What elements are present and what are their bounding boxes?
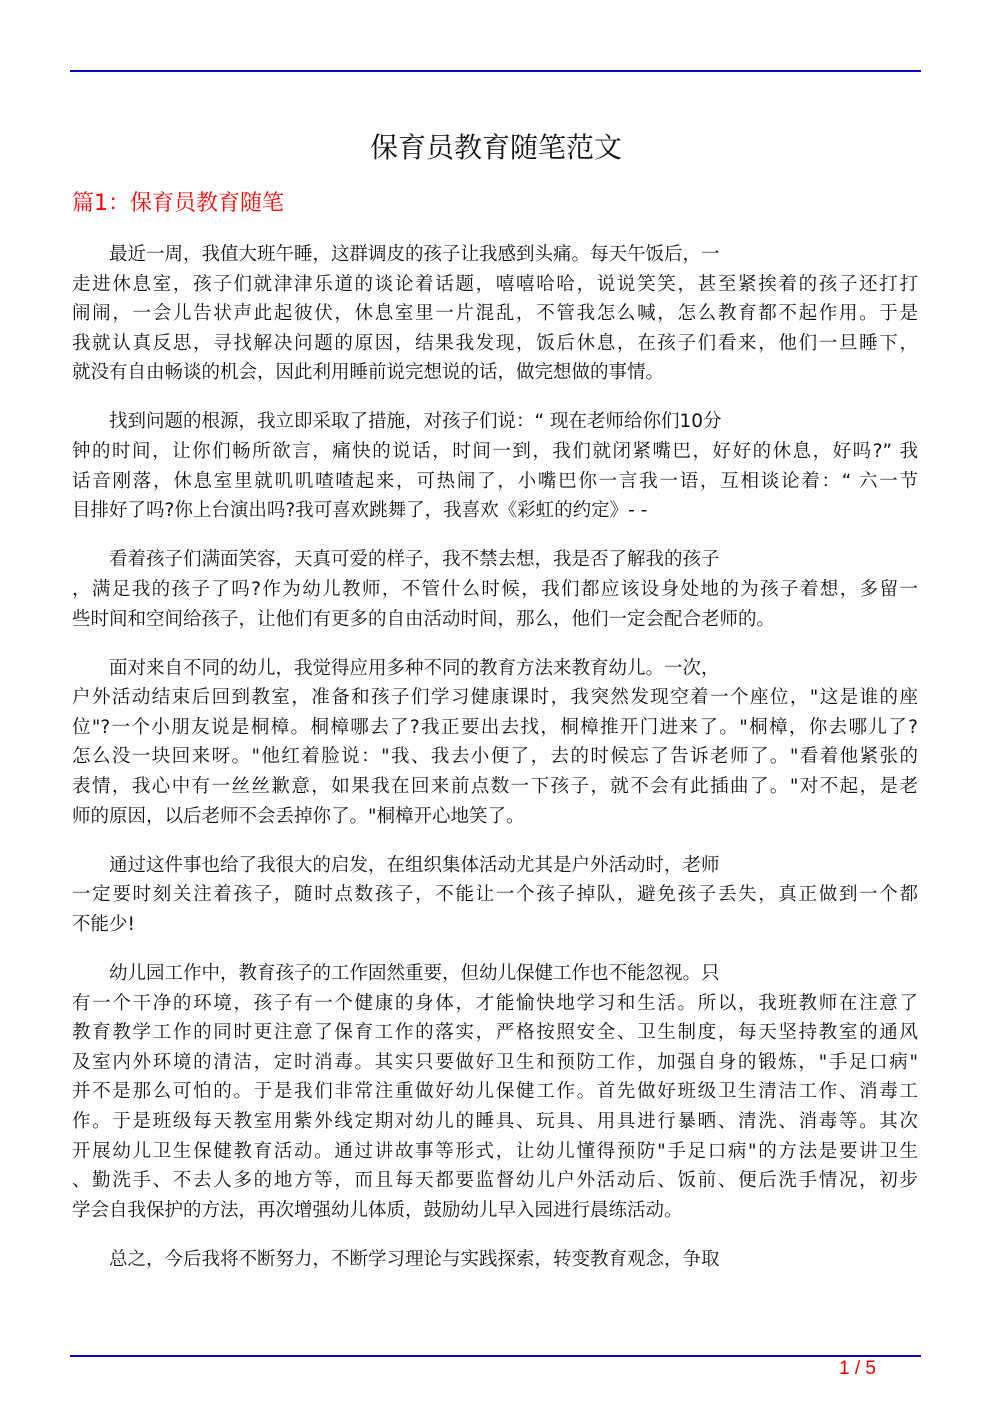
text-line: 最近一周，我值大班午睡，这群调皮的孩子让我感到头痛。每天午饭后，一 — [109, 244, 720, 265]
paragraph — [72, 959, 918, 1225]
paragraph — [72, 240, 918, 388]
text-line: 面对来自不同的幼儿，我觉得应用多种不同的教育方法来教育幼儿。一次， — [109, 657, 720, 679]
text-line: 找到问题的根源，我立即采取了措施，对孩子们说：“ 现在老师给你们10分 — [109, 411, 722, 433]
text-line: 开展幼儿卫生保健教育活动。通过讲故事等形式，让幼儿懂得预防"手足口病"的方法是要讲卫生 — [72, 1140, 918, 1162]
page-number: 1 / 5 — [839, 1358, 876, 1379]
text-line: 师的原因，以后老师不会丢掉你了。"桐樟开心地笑了。 — [72, 805, 525, 827]
text-line: 户外活动结束后回到教室，准备和孩子们学习健康课时，我突然发现空着一个座位，"这是谁的座 — [72, 687, 918, 709]
paragraph — [72, 654, 918, 832]
text-line: 目排好了吗?你上台演出吗?我可喜欢跳舞了，我喜欢《彩虹的约定》- - — [72, 500, 648, 522]
text-line: 总之，今后我将不断努力，不断学习理论与实践探索，转变教育观念，争取 — [109, 1248, 720, 1270]
text-line: 、勤洗手、不去人多的地方等，而且每天都要监督幼儿户外活动后、饭前、便后洗手情况，初步 — [72, 1170, 918, 1192]
paragraph — [72, 545, 918, 634]
text-line: 些时间和空间给孩子，让他们有更多的自由活动时间，那么，他们一定会配合老师的。 — [72, 608, 776, 630]
text-line: 闹闹，一会儿告状声此起彼伏，休息室里一片混乱，不管我怎么喊，怎么教育都不起作用。于是 — [72, 303, 918, 325]
text-line: ，满足我的孩子了吗?作为幼儿教师，不管什么时候，我们都应该设身处地的为孩子着想，多留一 — [72, 578, 918, 600]
text-line: 我就认真反思，寻找解决问题的原因，结果我发现，饭后休息，在孩子们看来，他们一旦睡下， — [72, 332, 918, 354]
text-line: 幼儿园工作中，教育孩子的工作固然重要，但幼儿保健工作也不能忽视。只 — [109, 962, 720, 984]
text-line: 话音刚落，休息室里就叽叽喳喳起来，可热闹了，小嘴巴你一言我一语，互相谈论着：“ 六一节 — [72, 470, 918, 492]
document-body — [72, 240, 918, 1294]
text-line: 看着孩子们满面笑容，天真可爱的样子，我不禁去想，我是否了解我的孩子 — [109, 549, 720, 571]
text-line: 怎么没一块回来呀。"他红着脸说："我、我去小便了，去的时候忘了告诉老师了。"看着他紧张的 — [72, 746, 918, 768]
text-line: 一定要时刻关注着孩子，随时点数孩子，不能让一个孩子掉队，避免孩子丢失，真正做到一个都 — [72, 884, 918, 906]
text-line: 并不是那么可怕的。于是我们非常注重做好幼儿保健工作。首先做好班级卫生清洁工作、消毒工 — [72, 1081, 918, 1103]
text-line: 通过这件事也给了我很大的启发，在组织集体活动尤其是户外活动时，老师 — [109, 854, 720, 876]
paragraph — [72, 1245, 918, 1275]
paragraph — [72, 407, 918, 525]
section-heading: 篇1：保育员教育随笔 — [72, 191, 284, 216]
text-line: 表情，我心中有一丝丝歉意，如果我在回来前点数一下孩子，就不会有此插曲了。"对不起，是老 — [72, 776, 918, 797]
text-line: 走进休息室，孩子们就津津乐道的谈论着话题，嘻嘻哈哈，说说笑笑，甚至紧挨着的孩子还打打 — [72, 273, 918, 295]
footer-rule — [70, 1355, 921, 1357]
document-title: 保育员教育随笔范文 — [369, 131, 622, 164]
text-line: 不能少! — [72, 913, 135, 935]
paragraph — [72, 851, 918, 940]
text-line: 教育教学工作的同时更注意了保育工作的落实，严格按照安全、卫生制度，每天坚持教室的通风 — [72, 1022, 918, 1044]
text-line: 学会自我保护的方法，再次增强幼儿体质，鼓励幼儿早入园进行晨练活动。 — [72, 1199, 683, 1221]
text-line: 钟的时间，让你们畅所欲言，痛快的说话，时间一到，我们就闭紧嘴巴，好好的休息，好吗?” 我 — [72, 441, 918, 463]
text-line: 就没有自由畅谈的机会，因此利用睡前说完想说的话，做完想做的事情。 — [72, 362, 665, 384]
text-line: 位"?一个小朋友说是桐樟。桐樟哪去了?我正要出去找，桐樟推开门进来了。"桐樟，你去哪儿了? — [72, 716, 918, 738]
header-rule — [70, 70, 921, 72]
text-line: 作。于是班级每天教室用紫外线定期对幼儿的睡具、玩具、用具进行暴晒、清洗、消毒等。其次 — [72, 1110, 918, 1132]
text-line: 有一个干净的环境，孩子有一个健康的身体，才能愉快地学习和生活。所以，我班教师在注意了 — [72, 992, 918, 1014]
text-line: 及室内外环境的清洁，定时消毒。其实只要做好卫生和预防工作，加强自身的锻炼，"手足口病" — [72, 1051, 918, 1073]
